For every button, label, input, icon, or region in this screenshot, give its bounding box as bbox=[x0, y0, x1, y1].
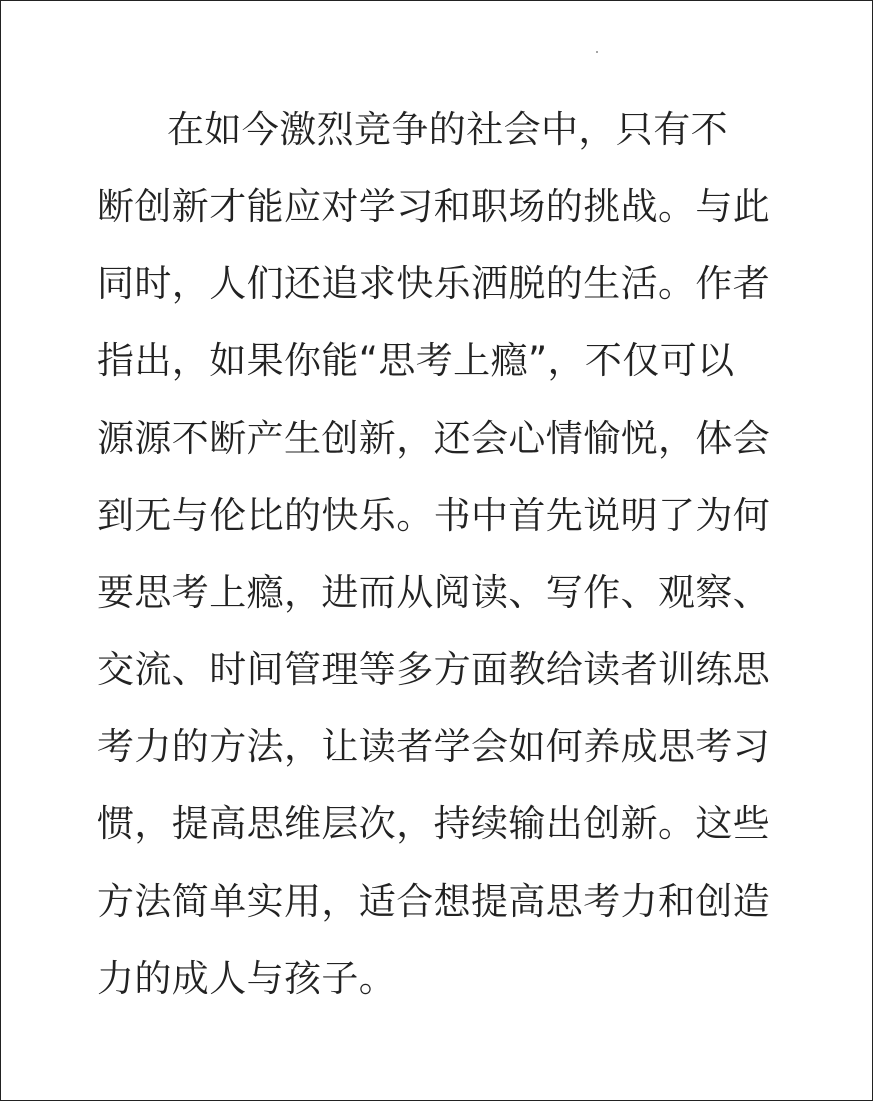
paragraph-line-7: 要思考上瘾，进而从阅读、写作、观察、 bbox=[97, 571, 771, 614]
paragraph-line-11: 方法简单实用，适合想提高思考力和创造 bbox=[97, 880, 771, 923]
paragraph-line-6: 到无与伦比的快乐。书中首先说明了为何 bbox=[97, 494, 771, 537]
paragraph-line-8: 交流、时间管理等多方面教给读者训练思 bbox=[97, 648, 771, 691]
paragraph-line-10: 惯，提高思维层次，持续输出创新。这些 bbox=[97, 802, 771, 845]
paragraph-line-4: 指出，如果你能“思考上瘾”，不仅可以 bbox=[97, 339, 735, 382]
paragraph-line-9: 考力的方法，让读者学会如何养成思考习 bbox=[97, 725, 771, 768]
paragraph-line-2: 断创新才能应对学习和职场的挑战。与此 bbox=[97, 185, 771, 228]
paragraph-line-12: 力的成人与孩子。 bbox=[97, 957, 397, 1000]
paragraph-line-5: 源源不断产生创新，还会心情愉悦，体会 bbox=[97, 417, 771, 460]
speck-mark bbox=[596, 51, 598, 53]
paragraph-line-3: 同时，人们还追求快乐洒脱的生活。作者 bbox=[97, 262, 771, 305]
paragraph-line-1: 在如今激烈竞争的社会中，只有不 bbox=[167, 108, 728, 151]
